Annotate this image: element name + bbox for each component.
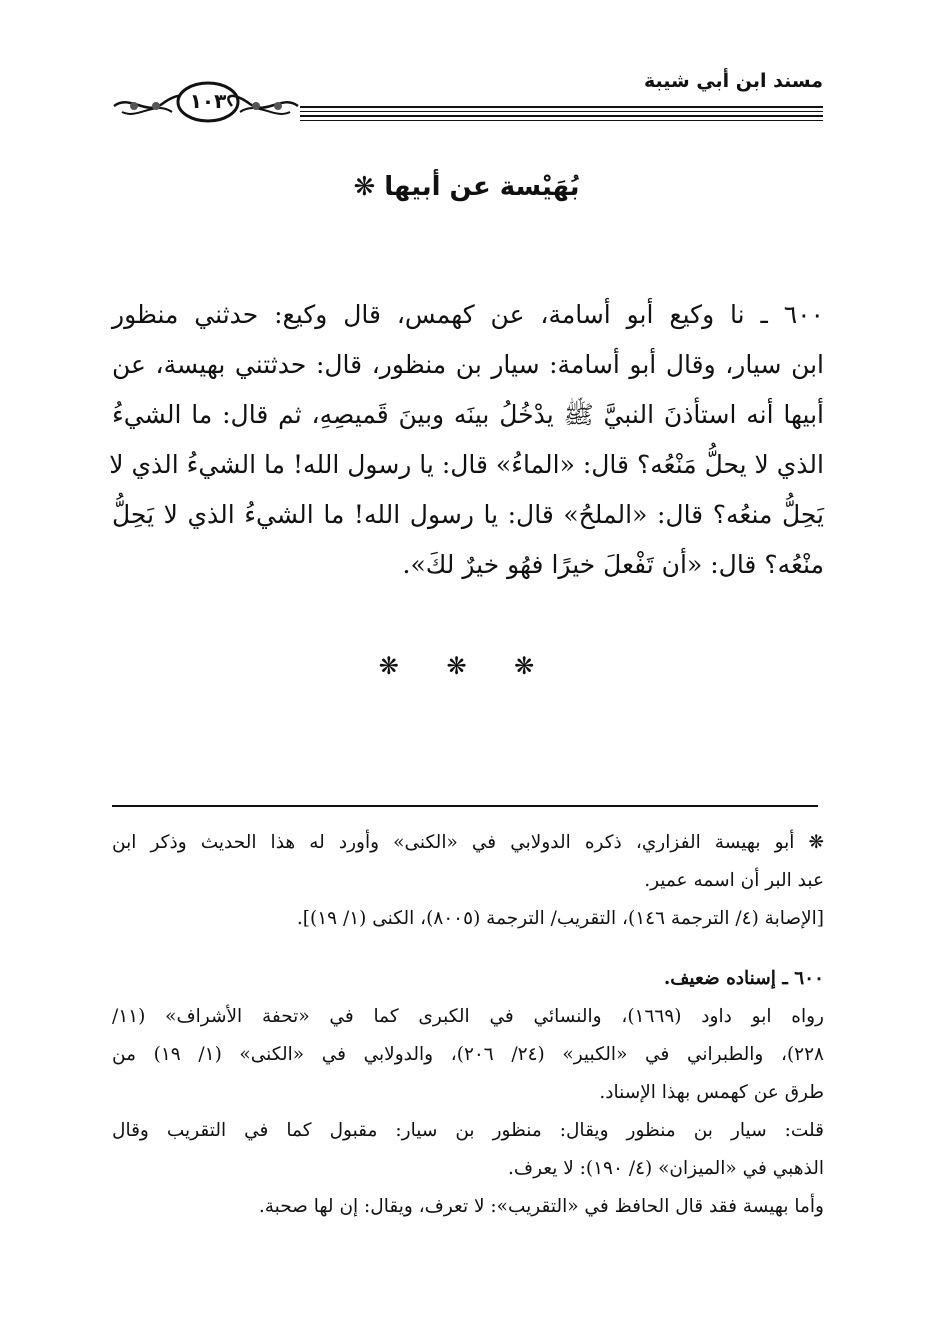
footnote-line: الذهبي في «الميزان» (٤/ ١٩٠): لا يعرف.	[508, 1158, 824, 1179]
chapter-heading: بُهَيْسة عن أبيها ❋	[353, 172, 580, 202]
footnote-line: [الإصابة (٤/ الترجمة ١٤٦)، التقريب/ الترجمة (٨٠٠٥)، الكنى (١/ ١٩)].	[296, 908, 824, 929]
footnote-divider	[112, 805, 818, 807]
hadith-line: منْعُه؟ قال: «أن تَفْعلَ خيرًا فهُو خيرٌ لكَ».	[402, 550, 824, 579]
hadith-line: أبيها أنه استأذنَ النبيَّ ﷺ يدْخُلُ بينَه وبينَ قَميصِهِ، ثم قال: ما الشيءُ	[112, 400, 824, 429]
isnad-heading: ٦٠٠ ـ إسناده ضعيف.	[663, 968, 824, 989]
footnote-line: ٢٢٨)، والطبراني في «الكبير» (٢٤/ ٢٠٦)، والدولابي في «الكنى» (١/ ١٩) من	[112, 1044, 824, 1065]
footnote-line: وأما بهيسة فقد قال الحافظ في «التقريب»: لا تعرف، ويقال: إن لها صحبة.	[258, 1196, 824, 1217]
hadith-text	[109, 290, 824, 590]
page-number: ١٠٣	[189, 89, 227, 113]
footnote-line: عبد البر أن اسمه عمير.	[644, 870, 824, 891]
hadith-line: الذي لا يحلُّ مَنْعُه؟ قال: «الماءُ» قال: يا رسول الله! ما الشيءُ الذي لا	[109, 450, 824, 479]
footnote-line: رواه ابو داود (١٦٦٩)، والنسائي في الكبرى كما في «تحفة الأشراف» (١١/	[112, 1006, 824, 1027]
footnote-line: قلت: سيار بن منظور ويقال: منظور بن سيار: مقبول كما في التقريب وقال	[112, 1120, 824, 1141]
footnotes	[112, 824, 824, 1226]
footnote-line: طرق عن كهمس بهذا الإسناد.	[599, 1082, 824, 1103]
hadith-line: يَحِلُّ منعُه؟ قال: «الملحُ» قال: يا رسول الله! ما الشيءُ الذي لا يَحِلُّ	[112, 500, 824, 529]
book-title: مسند ابن أبي شيبة	[643, 70, 823, 92]
hadith-line: ابن سيار، وقال أبو أسامة: سيار بن منظور، قال: حدثتني بهيسة، عن	[112, 350, 824, 379]
hadith-line: ٦٠٠ ـ نا وكيع أبو أسامة، عن كهمس، قال وكيع: حدثني منظور	[112, 300, 824, 329]
footnote-line: ❋ أبو بهيسة الفزاري، ذكره الدولابي في «الكنى» وأورد له هذا الحديث وذكر ابن	[112, 832, 824, 853]
section-separator: ❋ ❋ ❋	[378, 652, 555, 680]
header-rule	[300, 106, 823, 124]
